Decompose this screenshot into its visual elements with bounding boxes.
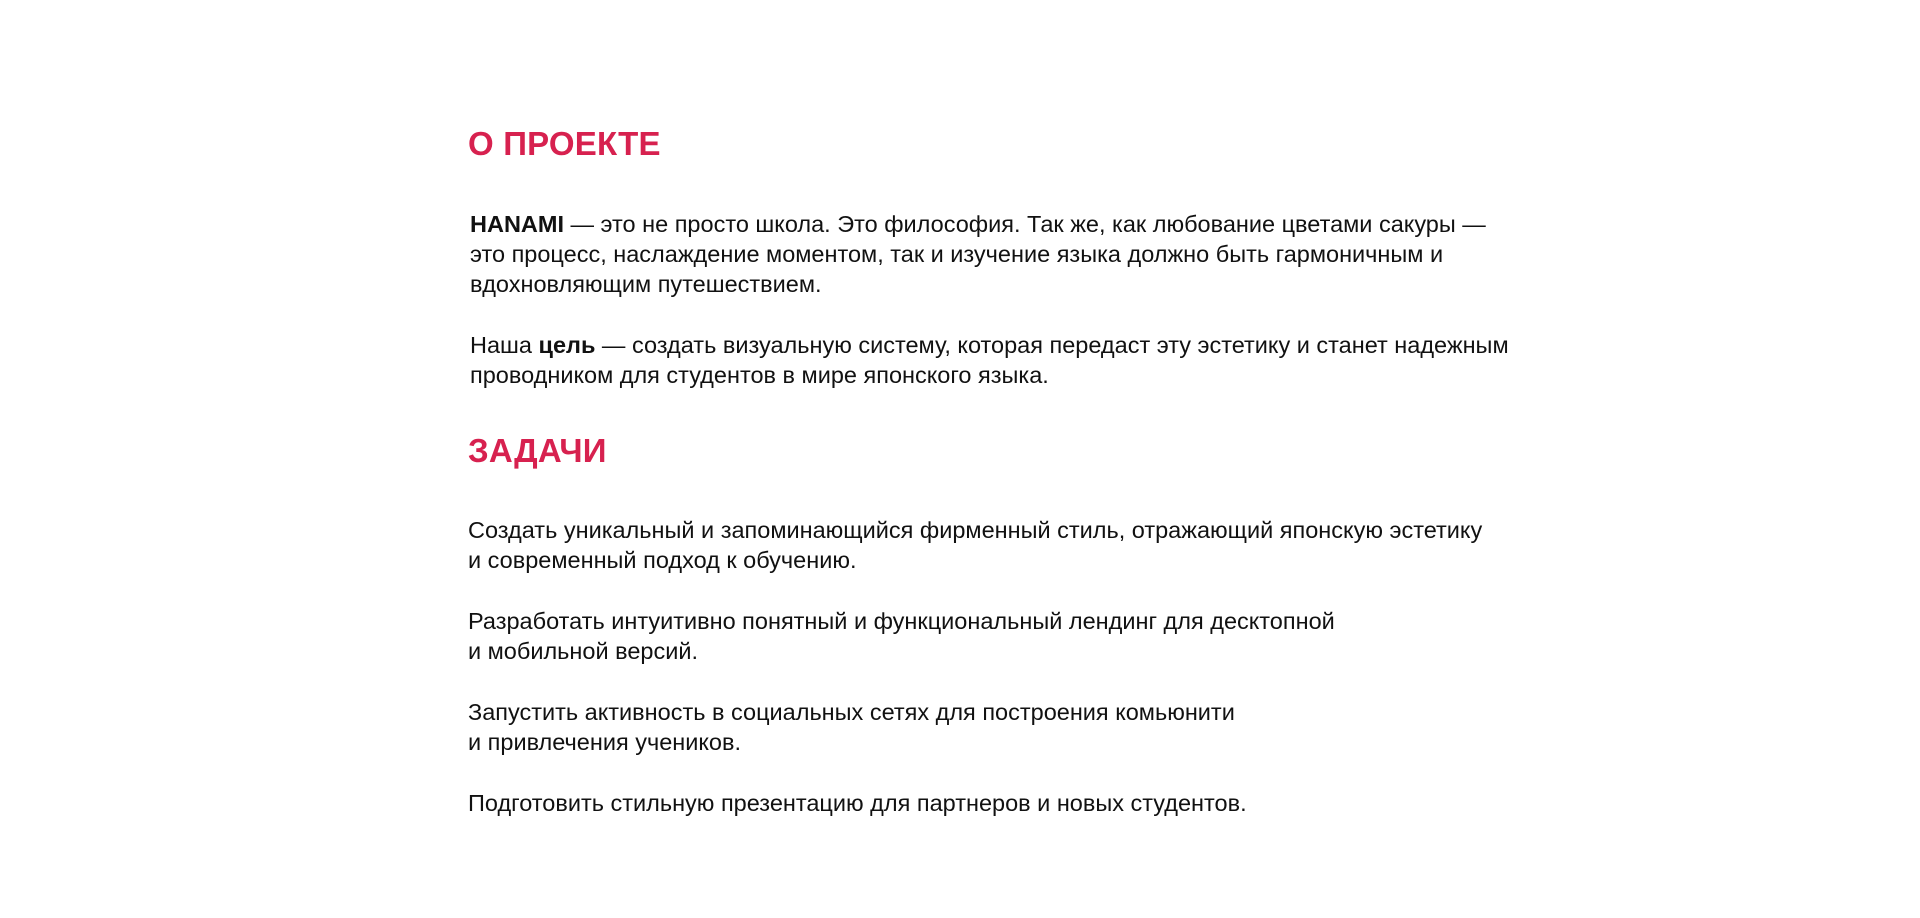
goal-text: — создать визуальную систему, которая передаст эту эстетику и станет надежным проводником для студентов в мире японского языка.	[470, 332, 1509, 388]
about-heading: О ПРОЕКТЕ	[468, 125, 661, 162]
task-item: Создать уникальный и запоминающийся фирменный стиль, отражающий японскую эстетику и современный подход к обучению.	[468, 517, 1483, 573]
task-item: Запустить активность в социальных сетях для построения комьюнити и привлечения учеников.	[468, 699, 1235, 755]
about-paragraph-philosophy	[470, 209, 1486, 299]
tasks-heading: ЗАДАЧИ	[468, 432, 607, 469]
goal-lead: Наша	[470, 332, 539, 358]
philosophy-text: — это не просто школа. Это философия. Так же, как любование цветами сакуры — это процесс, наслаждение моментом, так и изучение языка должно быть гармоничным и вдохновляющим путешествием.	[470, 211, 1486, 297]
task-item: Подготовить стильную презентацию для партнеров и новых студентов.	[468, 790, 1247, 816]
goal-keyword: цель	[538, 332, 596, 358]
task-item: Разработать интуитивно понятный и функциональный лендинг для десктопной и мобильной версий.	[468, 608, 1335, 664]
brand-name: HANAMI	[470, 211, 564, 237]
about-paragraph-goal	[470, 330, 1509, 390]
